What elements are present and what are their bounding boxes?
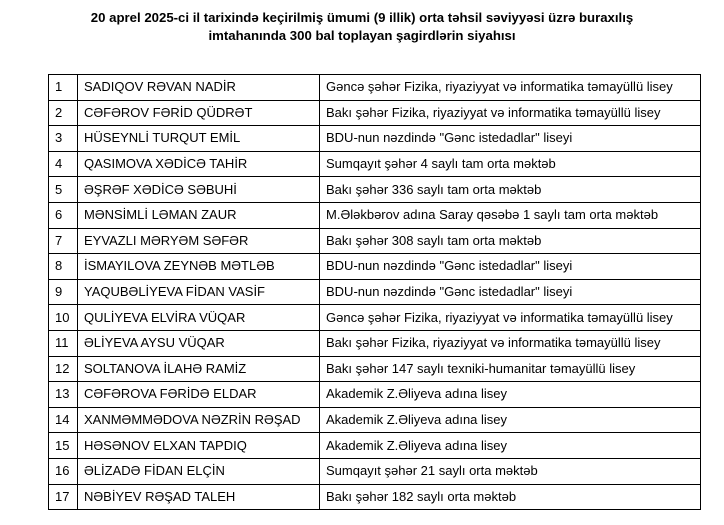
- student-name: EYVAZLI MƏRYƏM SƏFƏR: [78, 228, 320, 254]
- school-name: Bakı şəhər 336 saylı tam orta məktəb: [320, 177, 701, 203]
- row-number: 3: [49, 126, 78, 152]
- table-row: [49, 126, 701, 152]
- school-name: BDU-nun nəzdində "Gənc istedadlar" liseyi: [320, 254, 701, 280]
- table-row: [49, 407, 701, 433]
- row-number: 2: [49, 100, 78, 126]
- student-name: XANMƏMMƏDOVA NƏZRİN RƏŞAD: [78, 407, 320, 433]
- table-row: [49, 100, 701, 126]
- school-name: Bakı şəhər Fizika, riyaziyyat və informatika təmayüllü lisey: [320, 330, 701, 356]
- student-name: HÜSEYNLİ TURQUT EMİL: [78, 126, 320, 152]
- title-line-1: 20 aprel 2025-ci il tarixində keçirilmiş ümumi (9 illik) orta təhsil səviyyəsi üzrə buraxılış: [90, 10, 634, 25]
- table-row: [49, 254, 701, 280]
- table-row: [49, 458, 701, 484]
- row-number: 1: [49, 75, 78, 101]
- student-name: ƏLİYEVA AYSU VÜQAR: [78, 330, 320, 356]
- school-name: Sumqayıt şəhər 21 saylı orta məktəb: [320, 458, 701, 484]
- document-title: [0, 9, 724, 45]
- row-number: 17: [49, 484, 78, 510]
- row-number: 7: [49, 228, 78, 254]
- student-name: MƏNSİMLİ LƏMAN ZAUR: [78, 202, 320, 228]
- table-row: [49, 330, 701, 356]
- school-name: Bakı şəhər 182 saylı orta məktəb: [320, 484, 701, 510]
- school-name: BDU-nun nəzdində "Gənc istedadlar" liseyi: [320, 279, 701, 305]
- table-row: [49, 305, 701, 331]
- school-name: Akademik Z.Əliyeva adına lisey: [320, 433, 701, 459]
- table-row: [49, 151, 701, 177]
- school-name: Sumqayıt şəhər 4 saylı tam orta məktəb: [320, 151, 701, 177]
- row-number: 10: [49, 305, 78, 331]
- school-name: Gəncə şəhər Fizika, riyaziyyat və informatika təmayüllü lisey: [320, 75, 701, 101]
- table-row: [49, 177, 701, 203]
- student-name: ƏLİZADƏ FİDAN ELÇİN: [78, 458, 320, 484]
- student-name: SOLTANOVA İLAHƏ RAMİZ: [78, 356, 320, 382]
- school-name: BDU-nun nəzdində "Gənc istedadlar" liseyi: [320, 126, 701, 152]
- row-number: 12: [49, 356, 78, 382]
- student-name: QASIMOVA XƏDİCƏ TAHİR: [78, 151, 320, 177]
- student-name: CƏFƏROV FƏRİD QÜDRƏT: [78, 100, 320, 126]
- row-number: 6: [49, 202, 78, 228]
- school-name: Bakı şəhər 147 saylı texniki-humanitar təmayüllü lisey: [320, 356, 701, 382]
- school-name: Akademik Z.Əliyeva adına lisey: [320, 407, 701, 433]
- row-number: 5: [49, 177, 78, 203]
- school-name: Gəncə şəhər Fizika, riyaziyyat və informatika təmayüllü lisey: [320, 305, 701, 331]
- student-name: CƏFƏROVA FƏRİDƏ ELDAR: [78, 382, 320, 408]
- row-number: 4: [49, 151, 78, 177]
- table-row: [49, 356, 701, 382]
- title-line-2: imtahanında 300 bal toplayan şagirdlərin siyahısı: [208, 28, 516, 43]
- student-name: HƏSƏNOV ELXAN TAPDIQ: [78, 433, 320, 459]
- student-name: ƏŞRƏF XƏDİCƏ SƏBUHİ: [78, 177, 320, 203]
- student-name: İSMAYILOVA ZEYNƏB MƏTLƏB: [78, 254, 320, 280]
- school-name: Bakı şəhər Fizika, riyaziyyat və informatika təmayüllü lisey: [320, 100, 701, 126]
- student-name: YAQUBƏLİYEVA FİDAN VASİF: [78, 279, 320, 305]
- school-name: M.Ələkbərov adına Saray qəsəbə 1 saylı tam orta məktəb: [320, 202, 701, 228]
- table-row: [49, 75, 701, 101]
- row-number: 8: [49, 254, 78, 280]
- students-table: [48, 74, 701, 510]
- table-row: [49, 202, 701, 228]
- table-row: [49, 433, 701, 459]
- students-table-body: [49, 75, 701, 510]
- row-number: 13: [49, 382, 78, 408]
- row-number: 11: [49, 330, 78, 356]
- student-name: QULİYEVA ELVİRA VÜQAR: [78, 305, 320, 331]
- student-name: NƏBİYEV RƏŞAD TALEH: [78, 484, 320, 510]
- school-name: Bakı şəhər 308 saylı tam orta məktəb: [320, 228, 701, 254]
- school-name: Akademik Z.Əliyeva adına lisey: [320, 382, 701, 408]
- row-number: 14: [49, 407, 78, 433]
- table-row: [49, 484, 701, 510]
- row-number: 15: [49, 433, 78, 459]
- row-number: 9: [49, 279, 78, 305]
- table-row: [49, 228, 701, 254]
- table-row: [49, 279, 701, 305]
- student-name: SADIQOV RƏVAN NADİR: [78, 75, 320, 101]
- table-row: [49, 382, 701, 408]
- row-number: 16: [49, 458, 78, 484]
